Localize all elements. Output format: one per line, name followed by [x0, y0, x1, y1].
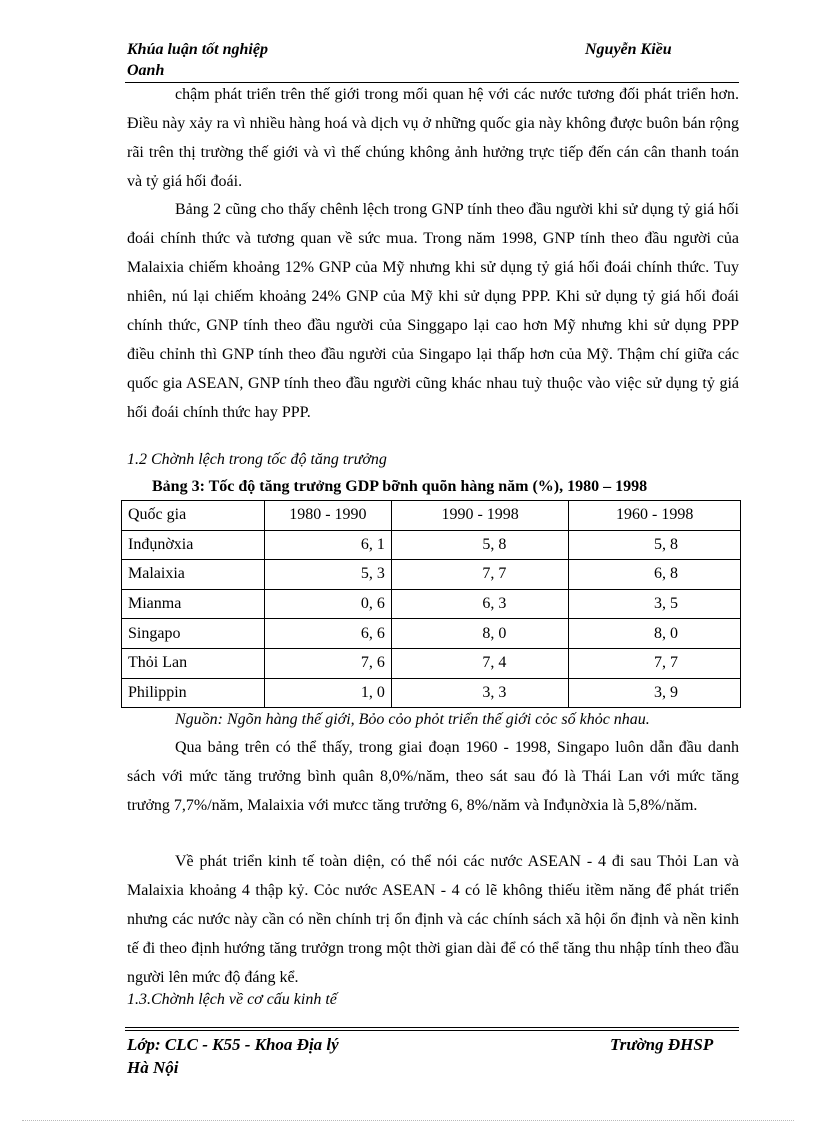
table-row — [122, 648, 741, 678]
value-cell: 6, 3 — [391, 589, 568, 619]
value-cell: 8, 0 — [569, 619, 741, 649]
value-cell: 5, 8 — [569, 530, 741, 560]
paragraph-1: chậm phát triển trên thế giới trong mối quan hệ với các nước tương đối phát triển hơn. Điều này xảy ra vì nhiều hàng hoá và dịch vụ ở những quốc gia này không được buôn bán rộng rãi trên thị trường thế giới và vì thế chúng không ảnh hưởng trực tiếp đến cán cân thanh toán và tỷ giá hối đoái. — [127, 86, 739, 190]
value-cell: 7, 4 — [391, 648, 568, 678]
footer-city: Hà Nội — [127, 1058, 179, 1077]
paragraph-4: Về phát triển kinh tế toàn diện, có thể nói các nước ASEAN - 4 đi sau Thỏi Lan và Malaixia khoảng 4 thập kỷ. Cỏc nước ASEAN - 4 có lẽ không thiếu itềm năng để phát triển nhưng các nước này cần có nền chính trị ổn định và các chính sách xã hội ổn định và nền kinh tế đi theo định hướng tăng trưởgn trong một thời gian dài để có thể tăng thu nhập tính theo đầu người lên mức độ đáng kể. — [127, 853, 739, 986]
table-row — [122, 678, 741, 708]
value-cell: 5, 3 — [264, 560, 391, 590]
table-caption: Bảng 3: Tốc độ tăng trưởng GDP bỡnh quõn hàng năm (%), 1980 – 1998 — [152, 478, 648, 495]
country-cell: Malaixia — [122, 560, 265, 590]
value-cell: 3, 5 — [569, 589, 741, 619]
footer-rule-top — [125, 1027, 739, 1028]
header-author-continuation: Oanh — [127, 62, 165, 79]
footer-class: Lớp: CLC - K55 - Khoa Địa lý — [127, 1035, 339, 1054]
table-header-row — [122, 501, 741, 531]
value-cell: 7, 7 — [569, 648, 741, 678]
value-cell: 6, 8 — [569, 560, 741, 590]
footer-school: Trường ĐHSP — [610, 1035, 714, 1054]
header-thesis-title: Khúa luận tốt nghiệp — [127, 41, 268, 58]
section-heading-1-2: 1.2 Chờnh lệch trong tốc độ tăng trưởng — [127, 451, 387, 468]
header-country: Quốc gia — [122, 501, 265, 531]
country-cell: Singapo — [122, 619, 265, 649]
country-cell: Philippin — [122, 678, 265, 708]
header-period-1980-1990: 1980 - 1990 — [264, 501, 391, 531]
header-author: Nguyễn Kiều — [585, 41, 672, 58]
table-source-note: Nguồn: Ngõn hàng thế giới, Bỏo cỏo phỏt triển thế giới cỏc số khỏc nhau. — [175, 711, 650, 728]
value-cell: 5, 8 — [391, 530, 568, 560]
table-row — [122, 530, 741, 560]
value-cell: 1, 0 — [264, 678, 391, 708]
table-row — [122, 560, 741, 590]
value-cell: 3, 9 — [569, 678, 741, 708]
value-cell: 3, 3 — [391, 678, 568, 708]
table-row — [122, 619, 741, 649]
page-edge-divider — [22, 1120, 794, 1121]
footer-rule-bottom — [125, 1030, 739, 1031]
growth-table — [121, 500, 741, 708]
value-cell: 6, 1 — [264, 530, 391, 560]
value-cell: 0, 6 — [264, 589, 391, 619]
country-cell: Thỏi Lan — [122, 648, 265, 678]
country-cell: Inđụnờxia — [122, 530, 265, 560]
value-cell: 7, 7 — [391, 560, 568, 590]
paragraph-2: Bảng 2 cũng cho thấy chênh lệch trong GNP tính theo đầu người khi sử dụng tỷ giá hối đoái chính thức và tương quan về sức mua. Trong năm 1998, GNP tính theo đầu người của Malaixia chiếm khoảng 12% GNP của Mỹ nhưng khi sử dụng tỷ giá hối đoái chính thức. Tuy nhiên, nú lại chiếm khoảng 24% GNP của Mỹ khi sử dụng PPP. Khi sử dụng tỷ giá hối đoái chính thức, GNP tính theo đầu người của Singgapo lại cao hơn Mỹ nhưng khi sử dụng PPP điều chỉnh thì GNP tính theo đầu người của Singapo lại thấp hơn của Mỹ. Thậm chí giữa các quốc gia ASEAN, GNP tính theo đầu người cũng khác nhau tuỳ thuộc vào việc sử dụng tỷ giá hối đoái chính thức hay PPP. — [127, 201, 739, 421]
paragraph-3: Qua bảng trên có thể thấy, trong giai đoạn 1960 - 1998, Singapo luôn dẫn đầu danh sách với mức tăng trưởng bình quân 8,0%/năm, theo sát sau đó là Thái Lan với mức tăng trưởng 7,7%/năm, Malaixia với mưcc tăng trưởng 6, 8%/năm và Inđụnờxia là 5,8%/năm. — [127, 739, 739, 814]
value-cell: 6, 6 — [264, 619, 391, 649]
header-period-1990-1998: 1990 - 1998 — [391, 501, 568, 531]
header-period-1960-1998: 1960 - 1998 — [569, 501, 741, 531]
country-cell: Mianma — [122, 589, 265, 619]
section-heading-1-3: 1.3.Chờnh lệch về cơ cấu kinh tế — [127, 991, 337, 1008]
value-cell: 8, 0 — [391, 619, 568, 649]
table-row — [122, 589, 741, 619]
value-cell: 7, 6 — [264, 648, 391, 678]
